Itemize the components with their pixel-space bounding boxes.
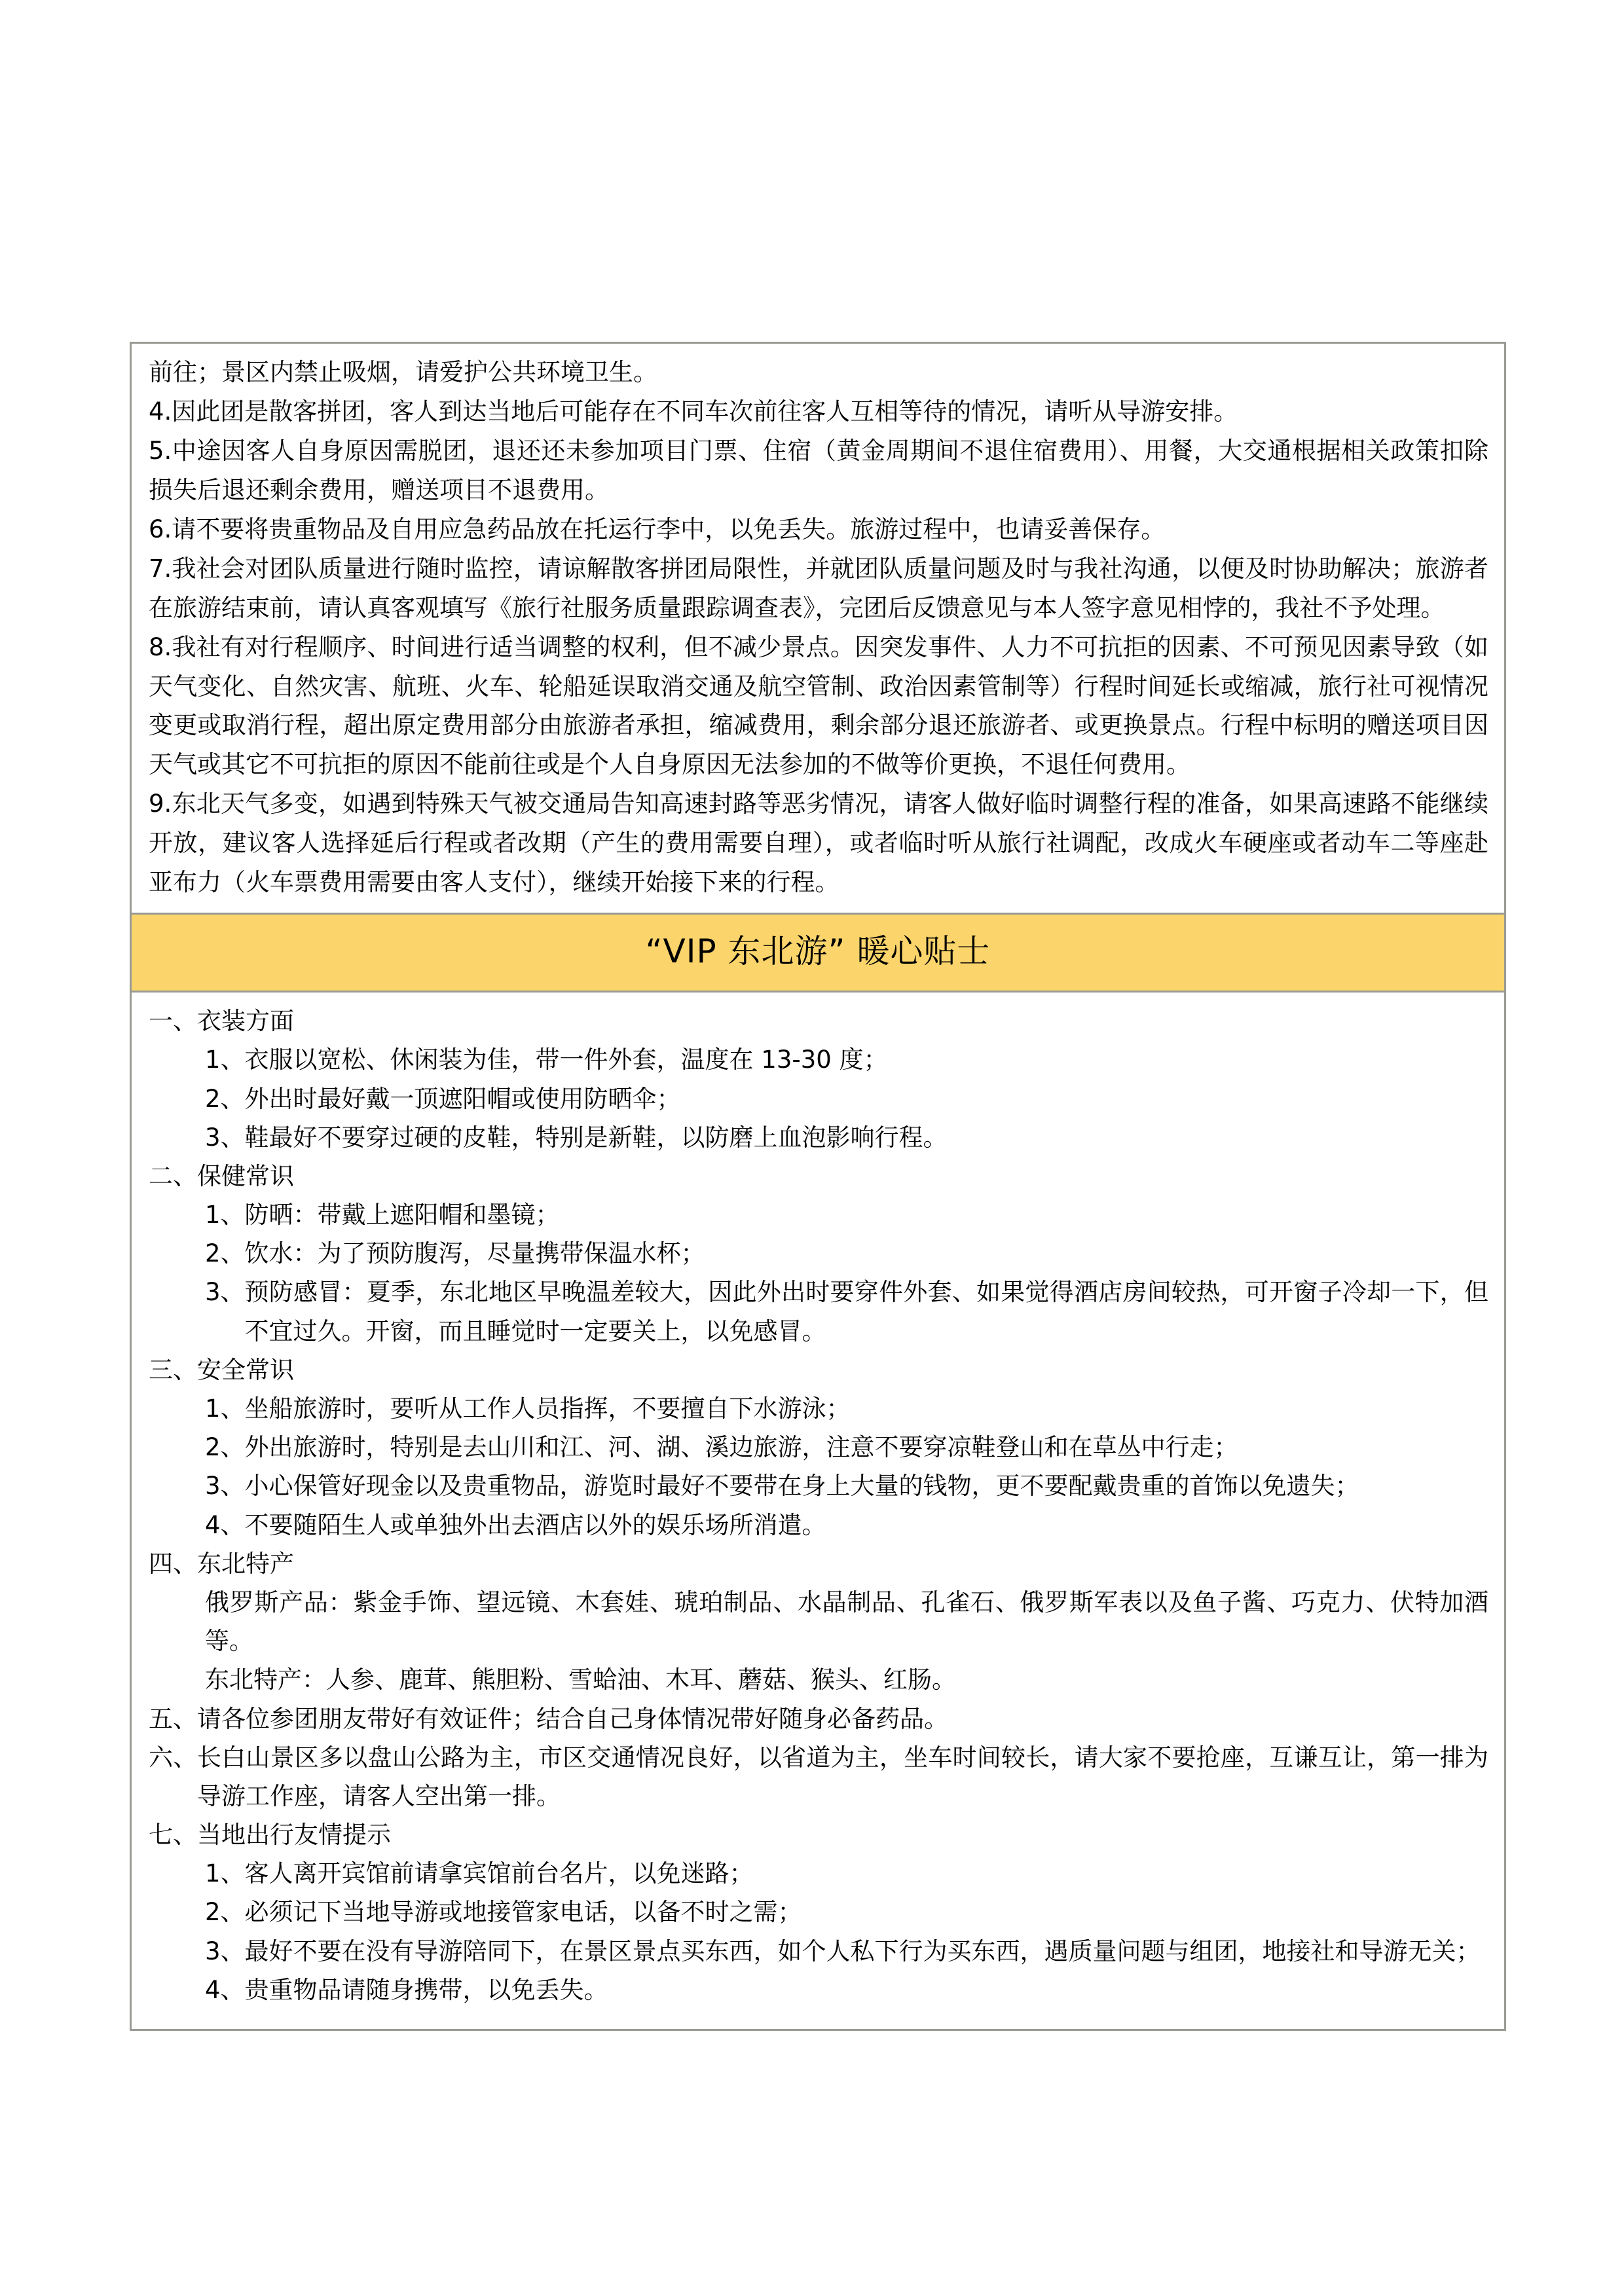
- tip-section-numeral: 二、: [149, 1161, 197, 1190]
- tip-section-body-line: 东北特产：人参、鹿茸、熊胆粉、雪蛤油、木耳、蘑菇、猴头、红肠。: [205, 1666, 956, 1694]
- tip-item: [149, 1971, 1488, 2009]
- tip-section-heading: [149, 1157, 1488, 1195]
- tip-item: [149, 1273, 1488, 1350]
- tip-item: [149, 1234, 1488, 1273]
- tip-section-body-line: 俄罗斯产品：紫金手饰、望远镜、木套娃、琥珀制品、水晶制品、孔雀石、俄罗斯军表以及鱼子酱、巧克力、伏特加酒等。: [205, 1588, 1488, 1656]
- tip-item: [149, 1506, 1488, 1544]
- tip-item-text: 贵重物品请随身携带，以免丢失。: [244, 1975, 608, 2004]
- tip-item-text: 鞋最好不要穿过硬的皮鞋，特别是新鞋，以防磨上血泡影响行程。: [244, 1123, 948, 1152]
- tip-item-number: 3、: [205, 1937, 245, 1965]
- tip-item-text: 外出时最好戴一顶遮阳帽或使用防晒伞；: [244, 1084, 681, 1113]
- tip-item-text: 饮水：为了预防腹泻，尽量携带保温水杯；: [244, 1239, 705, 1268]
- notice-paragraph: 9.东北天气多变，如遇到特殊天气被交通局告知高速封路等恶劣情况，请客人做好临时调整行程的准备，如果高速路不能继续开放，建议客人选择延后行程或者改期（产生的费用需要自理），或者临时听从旅行社调配，改成火车硬座或者动车二等座赴亚布力（火车票费用需要由客人支付），继续开始接下来的行程。: [149, 790, 1488, 897]
- tip-item-text: 防晒：带戴上遮阳帽和墨镜；: [244, 1201, 560, 1230]
- notice-paragraph: 前往；景区内禁止吸烟，请爱护公共环境卫生。: [149, 358, 657, 386]
- tip-section-numeral: 五、: [149, 1704, 197, 1733]
- tip-section-heading: [149, 1351, 1488, 1389]
- notice-paragraph: 8.我社有对行程顺序、时间进行适当调整的权利，但不减少景点。因突发事件、人力不可抗拒的因素、不可预见因素导致（如天气变化、自然灾害、航班、火车、轮船延误取消交通及航空管制、政治因素管制等）行程时间延长或缩减，旅行社可视情况变更或取消行程，超出原定费用部分由旅游者承担，缩减费用，剩余部分退还旅游者、或更换景点。行程中标明的赠送项目因天气或其它不可抗拒的原因不能前往或是个人自身原因无法参加的不做等价更换，不退任何费用。: [149, 632, 1488, 779]
- tip-section-heading-text: 长白山景区多以盘山公路为主，市区交通情况良好，以省道为主，坐车时间较长，请大家不要抢座，互谦互让，第一排为导游工作座，请客人空出第一排。: [197, 1743, 1488, 1810]
- tip-item-text: 客人离开宾馆前请拿宾馆前台名片，以免迷路；: [244, 1859, 754, 1888]
- tip-section-heading-text: 当地出行友情提示: [197, 1821, 391, 1850]
- tip-item-text: 最好不要在没有导游陪同下，在景区景点买东西，如个人私下行为买东西，遇质量问题与组团，地接社和导游无关；: [244, 1937, 1481, 1965]
- tip-item-text: 必须记下当地导游或地接管家电话，以备不时之需；: [244, 1898, 802, 1927]
- itinerary-notice-table: [130, 342, 1506, 2031]
- tip-section-numeral: 三、: [149, 1355, 197, 1384]
- tip-item-text: 小心保管好现金以及贵重物品，游览时最好不要带在身上大量的钱物，更不要配戴贵重的首饰以免遗失；: [244, 1472, 1359, 1501]
- travel-notice-cell: [132, 344, 1504, 913]
- tip-item-number: 4、: [205, 1510, 245, 1539]
- tip-item-number: 2、: [205, 1239, 245, 1268]
- tip-section: [149, 1002, 1488, 1157]
- tip-item: [149, 1854, 1488, 1893]
- tip-section-heading: [149, 1815, 1488, 1854]
- tip-item: [149, 1040, 1488, 1079]
- notice-paragraph: 6.请不要将贵重物品及自用应急药品放在托运行李中，以免丢失。旅游过程中，也请妥善保存。: [149, 515, 1166, 543]
- tip-item: [149, 1118, 1488, 1157]
- tip-item-text: 不要随陌生人或单独外出去酒店以外的娱乐场所消遣。: [244, 1510, 826, 1539]
- tip-item: [149, 1080, 1488, 1118]
- tip-item-number: 1、: [205, 1201, 245, 1230]
- tip-item-text: 衣服以宽松、休闲装为佳，带一件外套，温度在 13-30 度；: [244, 1046, 888, 1074]
- tip-item-number: 2、: [205, 1433, 245, 1462]
- notice-paragraph: 7.我社会对团队质量进行随时监控，请谅解散客拼团局限性，并就团队质量问题及时与我社沟通，以便及时协助解决；旅游者在旅游结束前，请认真客观填写《旅行社服务质量跟踪调查表》，完团后反馈意见与本人签字意见相悖的，我社不予处理。: [149, 554, 1488, 622]
- tip-section-heading-text: 安全常识: [197, 1355, 294, 1384]
- tip-item: [149, 1893, 1488, 1931]
- notice-paragraph: 4.因此团是散客拼团，客人到达当地后可能存在不同车次前往客人互相等待的情况，请听从导游安排。: [149, 397, 1238, 426]
- tip-section-numeral: 六、: [149, 1743, 197, 1772]
- tip-section-heading-text: 保健常识: [197, 1161, 294, 1190]
- warm-tips-cell: [132, 993, 1504, 2029]
- tip-item: [149, 1932, 1488, 1971]
- tip-section-heading: [149, 1700, 1488, 1738]
- tip-item-number: 3、: [205, 1123, 245, 1152]
- tip-section: [149, 1815, 1488, 2009]
- tip-item-text: 预防感冒：夏季，东北地区早晚温差较大，因此外出时要穿件外套、如果觉得酒店房间较热，可开窗子冷却一下，但不宜过久。开窗，而且睡觉时一定要关上，以免感冒。: [244, 1278, 1488, 1345]
- tip-section: [149, 1700, 1488, 1738]
- tip-item-number: 3、: [205, 1472, 245, 1501]
- tip-section-heading-text: 东北特产: [197, 1549, 294, 1578]
- tip-section-heading: [149, 1544, 1488, 1583]
- tip-item-number: 3、: [205, 1278, 245, 1307]
- tip-item-number: 1、: [205, 1046, 245, 1074]
- tip-section: [149, 1738, 1488, 1815]
- tip-section: [149, 1544, 1488, 1700]
- tip-item: [149, 1195, 1488, 1234]
- tip-section-numeral: 七、: [149, 1821, 197, 1850]
- tip-section-numeral: 一、: [149, 1007, 197, 1036]
- tip-section: [149, 1351, 1488, 1544]
- tip-item-number: 1、: [205, 1859, 245, 1888]
- tip-section: [149, 1157, 1488, 1351]
- tip-section-numeral: 四、: [149, 1549, 197, 1578]
- tip-section-heading-text: 请各位参团朋友带好有效证件；结合自己身体情况带好随身必备药品。: [197, 1704, 948, 1733]
- tip-item: [149, 1467, 1488, 1505]
- tip-item-number: 2、: [205, 1898, 245, 1927]
- banner-title: “VIP 东北游” 暖心贴士: [645, 932, 991, 971]
- tip-section-heading: [149, 1738, 1488, 1815]
- tip-item: [149, 1389, 1488, 1428]
- tip-item-text: 坐船旅游时，要听从工作人员指挥，不要擅自下水游泳；: [244, 1394, 851, 1423]
- tip-item-text: 外出旅游时，特别是去山川和江、河、湖、溪边旅游，注意不要穿凉鞋登山和在草丛中行走；: [244, 1433, 1238, 1462]
- vip-tips-banner: [132, 913, 1504, 993]
- tip-section-heading: [149, 1002, 1488, 1040]
- tip-section-heading-text: 衣装方面: [197, 1007, 294, 1036]
- tip-item-number: 1、: [205, 1394, 245, 1423]
- tip-item: [149, 1428, 1488, 1467]
- notice-paragraph: 5.中途因客人自身原因需脱团，退还还未参加项目门票、住宿（黄金周期间不退住宿费用）、用餐，大交通根据相关政策扣除损失后退还剩余费用，赠送项目不退费用。: [149, 436, 1488, 504]
- tip-item-number: 2、: [205, 1084, 245, 1113]
- tip-item-number: 4、: [205, 1975, 245, 2004]
